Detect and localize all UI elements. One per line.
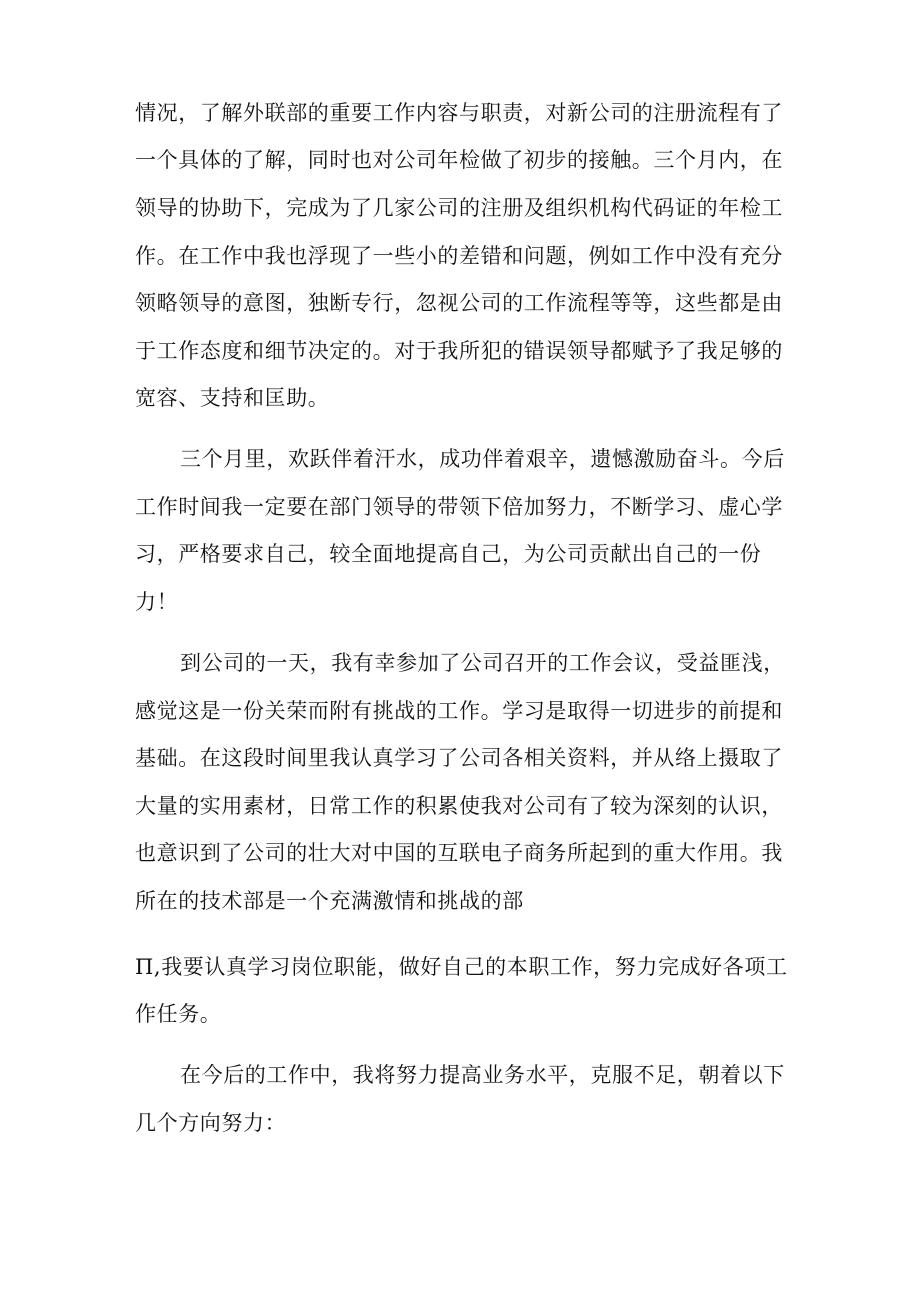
text-line: 几个方向努力： [135,1111,287,1135]
paragraph-first-line: 在今后的工作中，我将努力提高业务水平，克服不足，朝着以下 [180,1063,785,1087]
text-line: 作。在工作中我也浮现了一些小的差错和问题，例如工作中没有充分 [135,244,783,268]
text-line: 习，严格要求自己，较全面地提高自己，为公司贡献出自己的一份 [135,542,762,566]
text-line: 情况，了解外联部的重要工作内容与职责，对新公司的注册流程有了 [135,101,783,125]
text-line: 宽容、支持和匡助。 [135,386,330,410]
text-line: 一个具体的了解，同时也对公司年检做了初步的接触。三个月内，在 [135,148,783,172]
text-line: 基础。在这段时间里我认真学习了公司各相关资料，并从络上摄取了 [135,746,783,770]
text-line: Π,我要认真学习岗位职能，做好自己的本职工作，努力完成好各项工 [135,955,788,979]
text-line: 也意识到了公司的壮大对中国的互联电子商务所起到的重大作用。我 [135,841,783,865]
paragraph-first-line: 三个月里，欢跃伴着汗水，成功伴着艰辛，遗憾激励奋斗。今后 [180,447,785,471]
text-line: 大量的实用素材，日常工作的积累使我对公司有了较为深刻的认识， [135,794,783,818]
text-line: 力！ [135,590,179,614]
text-line: 所在的技术部是一个充满激情和挑战的部 [135,889,524,913]
text-line: 领略领导的意图，独断专行，忽视公司的工作流程等等，这些都是由 [135,291,783,315]
text-line: 作任务。 [135,1002,222,1026]
text-line: 感觉这是一份关荣而附有挑战的工作。学习是取得一切进步的前提和 [135,699,783,723]
text-line: 于工作态度和细节决定的。对于我所犯的错误领导都赋予了我足够的 [135,339,783,363]
paragraph-first-line: 到公司的一天，我有幸参加了公司召开的工作会议，受益匪浅， [180,651,785,675]
text-line: 领导的协助下，完成为了几家公司的注册及组织机构代码证的年检工 [135,196,783,220]
text-line: 工作时间我一定要在部门领导的带领下倍加努力，不断学习、虚心学 [135,495,783,519]
